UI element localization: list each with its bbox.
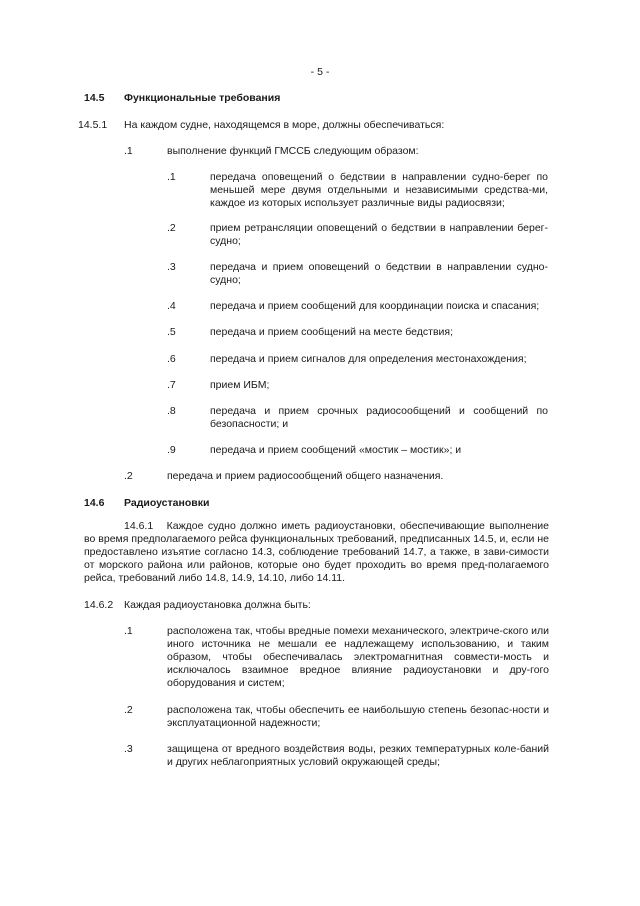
item-number: .2	[124, 704, 133, 716]
item-text: защищена от вредного воздействия воды, резких температурных коле-баний и других неблагоприятных условий окружающей среды;	[167, 743, 549, 768]
subitem-text: передача и прием сообщений для координации поиска и спасания;	[210, 300, 540, 312]
paragraph-number: 14.6.1	[124, 520, 154, 532]
item-number: .3	[124, 743, 133, 755]
section-title: Функциональные требования	[124, 92, 281, 104]
section-number: 14.5	[84, 92, 105, 104]
subitem-text: передача и прием сообщений «мостик – мостик»; и	[210, 444, 462, 456]
page-number: - 5 -	[310, 66, 330, 78]
item-text: передача и прием радиосообщений общего назначения.	[167, 470, 444, 482]
subitem-text: передача оповещений о бедствии в направлении судно-берег по меньшей мере двумя отдельными и независимыми средства-ми, каждое из которых использует различные виды радиосвязи;	[210, 171, 548, 209]
subitem-number: .8	[167, 405, 176, 417]
paragraph-text: Каждая радиоустановка должна быть:	[124, 599, 311, 611]
subitem-number: .1	[167, 171, 176, 183]
paragraph-number: 14.5.1	[78, 119, 108, 131]
item-text: выполнение функций ГМССБ следующим образом:	[167, 145, 419, 157]
item-number: .1	[124, 145, 133, 157]
paragraph-text: На каждом судне, находящемся в море, должны обеспечиваться:	[124, 119, 445, 131]
subitem-number: .2	[167, 222, 176, 234]
item-number: .2	[124, 470, 133, 482]
subitem-text: передача и прием оповещений о бедствии в направлении судно-судно;	[210, 261, 548, 286]
paragraph-text: Каждое судно должно иметь радиоустановки, обеспечивающие выполнение во время предполагаемого рейса функциональных требований, предписанных 14.5, и, если не предоставлено изъятие согласно 14.3, соблюдение требований 14.7, а также, в зави-симости от морского района или районов, которые оно будет проходить во время пред-полагаемого рейса, требований либо 14.8, 14.9, 14.10, либо 14.11.	[84, 520, 549, 584]
item-number: .1	[124, 625, 133, 637]
item-text: расположена так, чтобы вредные помехи механического, электриче-ского или иного источника не мешали ее надлежащему использованию, и таким образом, чтобы обеспечивалась электромагнитная совмести-мость и исключалось взаимное вредное влияние радиоустановки и дру-гого оборудования и систем;	[167, 625, 549, 689]
item-text: расположена так, чтобы обеспечить ее наибольшую степень безопас-ности и эксплуатационной надежности;	[167, 704, 549, 729]
subitem-number: .3	[167, 261, 176, 273]
subitem-text: прием ретрансляции оповещений о бедствии в направлении берег-судно;	[210, 222, 548, 247]
section-number: 14.6	[84, 497, 105, 509]
section-title: Радиоустановки	[124, 497, 210, 509]
subitem-number: .5	[167, 326, 176, 338]
subitem-text: прием ИБМ;	[210, 379, 270, 391]
subitem-number: .9	[167, 444, 176, 456]
subitem-text: передача и прием срочных радиосообщений и сообщений по безопасности; и	[210, 405, 548, 430]
subitem-text: передача и прием сигналов для определения местонахождения;	[210, 353, 527, 365]
subitem-number: .4	[167, 300, 176, 312]
subitem-number: .6	[167, 353, 176, 365]
subitem-text: передача и прием сообщений на месте бедствия;	[210, 326, 454, 338]
paragraph-number: 14.6.2	[84, 599, 114, 611]
paragraph-14-6-1	[84, 520, 549, 585]
subitem-number: .7	[167, 379, 176, 391]
